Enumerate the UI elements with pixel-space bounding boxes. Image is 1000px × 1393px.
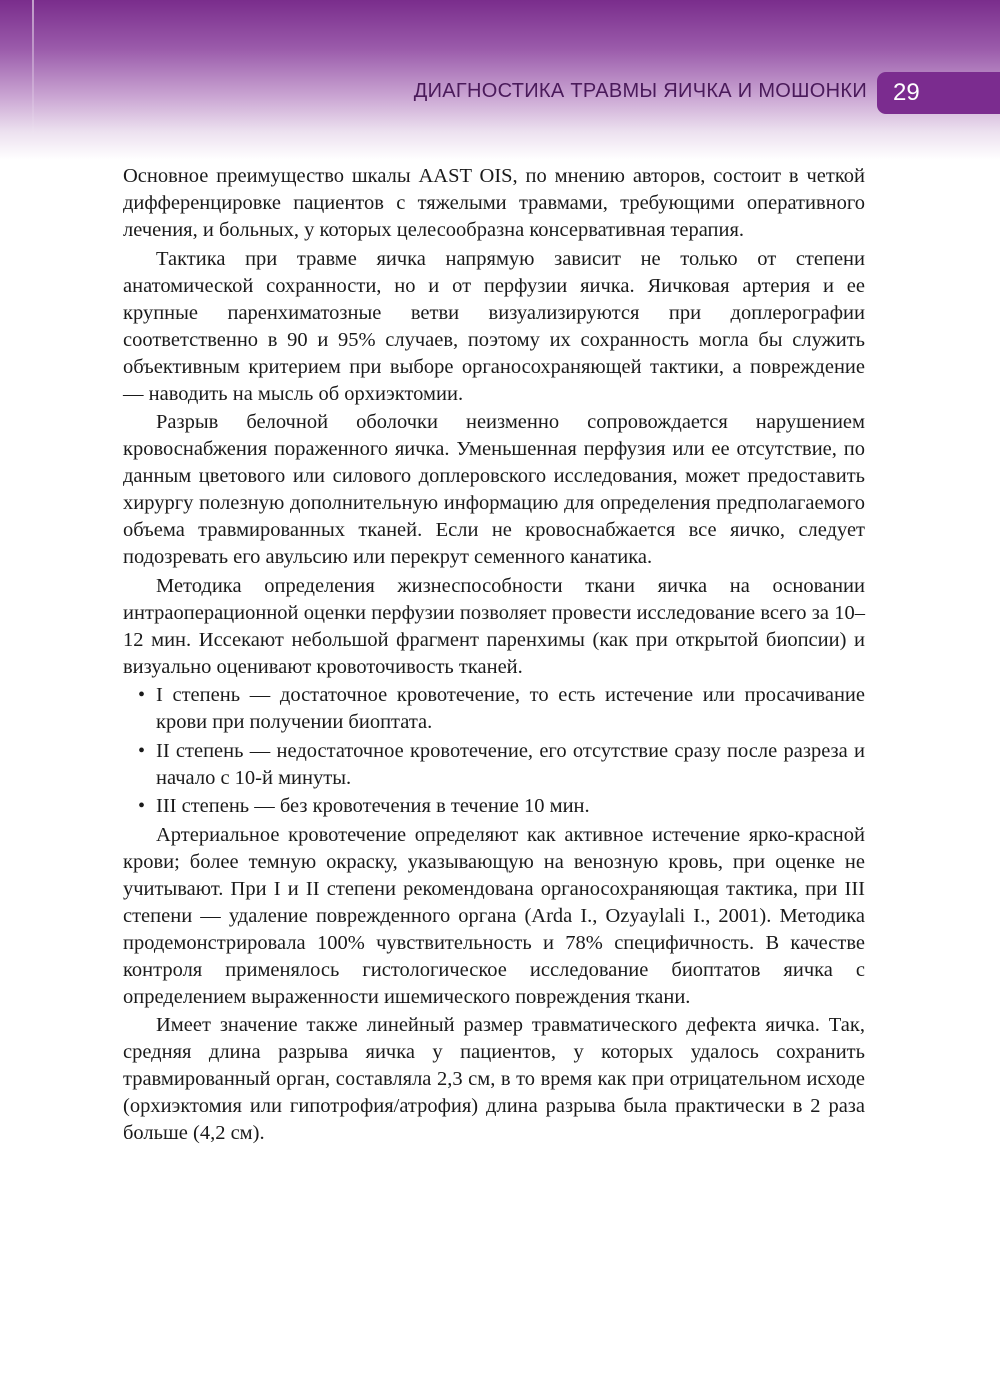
- paragraph-6: Имеет значение также линейный размер травматического дефекта яичка. Так, средняя длина разрыва яичка у пациентов, у которых удалось сохранить травмированный орган, составляла 2,3 см, в то время как при отрицательном исходе (орхиэктомия или гипотрофия/атрофия) длина разрыва была практически в 2 раза больше (4,2 см).: [123, 1014, 865, 1144]
- bullet-icon: •: [138, 795, 146, 817]
- paragraph-2: Тактика при травме яичка напрямую зависит не только от степени анатомической сохранности, но и от перфузии яичка. Яичковая артерия и ее крупные паренхиматозные ветви визуализируются при доплерографии соответственно в 90 и 95% случаев, поэтому их сохранность могла бы служить объективным критерием при выборе органосохраняющей тактики, а повреждение — наводить на мысль об орхиэктомии.: [123, 247, 865, 405]
- list-item-text: I степень — достаточное кровотечение, то есть истечение или просачивание крови при получении биоптата.: [156, 684, 865, 733]
- paragraph-3: Разрыв белочной оболочки неизменно сопровождается нарушением кровоснабжения пораженного яичка. Уменьшенная перфузия или ее отсутствие, по данным цветового или силового доплеровского исследования, может предоставить хирургу полезную дополнительную информацию для определения предполагаемого объема травмированных тканей. Если не кровоснабжается все яичко, следует подозревать его авульсию или перекрут семенного канатика.: [123, 411, 865, 568]
- bullet-icon: •: [138, 684, 146, 706]
- paragraph-5: Артериальное кровотечение определяют как активное истечение ярко-красной крови; более темную окраску, указывающую на венозную кровь, при оценке не учитывают. При I и II степени рекомендована органосохраняющая тактика, при III степени — удаление поврежденного органа (Arda I., Ozyaylali I., 2001). Методика продемонстрировала 100% чувствительность и 78% специфичность. В качестве контроля применялось гистологическое исследование биоптатов яичка с определением выраженности ишемического повреждения ткани.: [123, 823, 865, 1008]
- running-title: ДИАГНОСТИКА ТРАВМЫ ЯИЧКА И МОШОНКИ: [413, 80, 867, 102]
- page-body: [123, 163, 865, 1149]
- grade-list: [123, 682, 865, 820]
- paragraph-4: Методика определения жизнеспособности ткани яичка на основании интраоперационной оценки перфузии позволяет провести исследование всего за 10–12 мин. Иссекают небольшой фрагмент паренхимы (как при открытой биопсии) и визуально оценивают кровоточивость тканей.: [123, 574, 865, 678]
- list-item: [123, 682, 865, 736]
- page-number: 29: [877, 72, 1000, 114]
- header-divider-line: [32, 0, 34, 140]
- list-item: [123, 738, 865, 792]
- bullet-icon: •: [138, 739, 146, 762]
- list-item-text: II степень — недостаточное кровотечение, его отсутствие сразу после разреза и начало с 10-й минуты.: [156, 739, 865, 789]
- paragraph-1: Основное преимущество шкалы AAST OIS, по мнению авторов, состоит в четкой дифференцировке пациентов с тяжелыми травмами, требующими оперативного лечения, и больных, у которых целесообразна консервативная терапия.: [123, 165, 865, 241]
- list-item-text: III степень — без кровотечения в течение 10 мин.: [156, 795, 590, 817]
- list-item: [123, 793, 865, 820]
